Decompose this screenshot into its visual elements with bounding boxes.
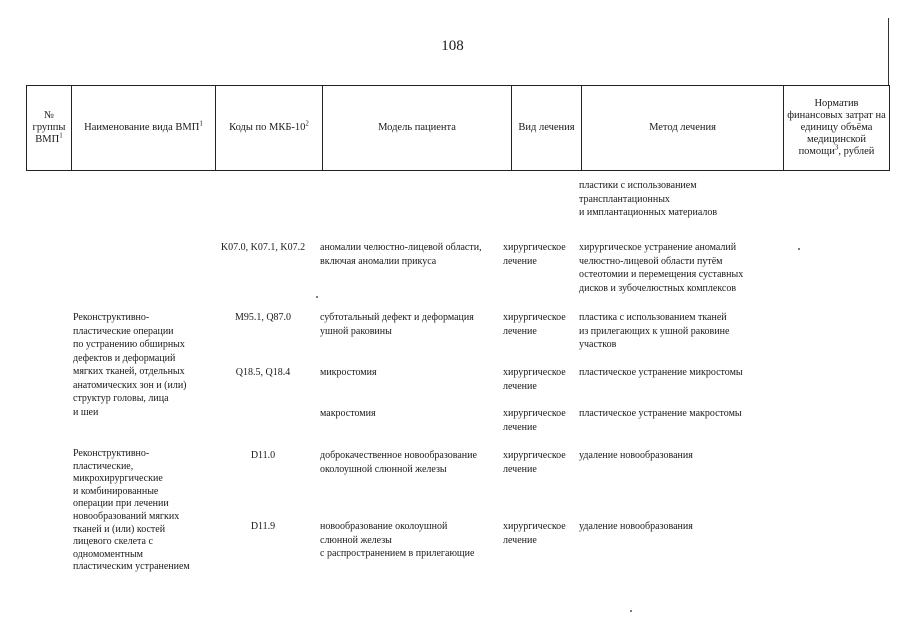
model-cell: аномалии челюстно-лицевой области, включая аномалии прикуса: [320, 242, 482, 267]
header-method: Метод лечения: [582, 86, 784, 171]
kind-cell: хирургическое лечение: [503, 367, 566, 392]
code-cell: D11.9: [250, 521, 276, 532]
code-cell: D11.0: [250, 450, 276, 461]
model-cell: новообразование околоушной слюнной железы с распространением в прилегающие: [320, 521, 475, 559]
model-cell: доброкачественное новообразование околоушной слюнной железы: [320, 450, 477, 475]
code-cell: Q18.5, Q18.4: [235, 367, 291, 378]
model-cell: субтотальный дефект и деформация ушной раковины: [320, 312, 474, 337]
table-header: [26, 85, 890, 171]
header-norm: Норматив финансовых затрат на единицу объёма медицинской помощи$^3$, рублей: [784, 86, 890, 171]
kind-cell: хирургическое лечение: [503, 312, 566, 337]
model-cell: макростомия: [320, 408, 376, 419]
kind-cell: хирургическое лечение: [503, 450, 566, 475]
kind-cell: хирургическое лечение: [503, 521, 566, 546]
method-cell: пластика с использованием тканей из прилегающих к ушной раковине участков: [579, 312, 730, 350]
header-kind: Вид лечения: [512, 86, 582, 171]
method-cell: хирургическое устранение аномалий челюстно-лицевой области путём остеотомии и перемещения суставных дисков и зубочелюстных комплексов: [579, 242, 744, 294]
header-model: Модель пациента: [323, 86, 512, 171]
method-cell: удаление новообразования: [579, 450, 693, 461]
name-cell: Реконструктивно- пластические, микрохирургические и комбинированные операции при лечении новообразований мягких тканей и (или) костей лицевого скелета с одномоментным пластическим устранением: [73, 448, 190, 573]
scan-speck: [630, 610, 632, 612]
kind-cell: хирургическое лечение: [503, 408, 566, 433]
code-cell: M95.1, Q87.0: [234, 312, 292, 323]
method-cell: удаление новообразования: [579, 521, 693, 532]
header-group-no: № группы ВМП$^1$: [27, 86, 72, 171]
model-cell: микростомия: [320, 367, 377, 378]
header-codes: Коды по МКБ-$10^2$: [216, 86, 323, 171]
method-cell: пластики с использованием трансплантационных и имплантационных материалов: [579, 180, 718, 218]
page-edge-rule: [888, 18, 889, 86]
page-number: 108: [441, 38, 464, 54]
header-name: Наименование вида ВМП$^1$: [72, 86, 216, 171]
kind-cell: хирургическое лечение: [503, 242, 566, 267]
scan-speck: [316, 296, 318, 298]
code-cell: K07.0, K07.1, K07.2: [220, 242, 306, 253]
header-row: [27, 86, 890, 171]
method-cell: пластическое устранение макростомы: [579, 408, 742, 419]
scan-speck: [798, 248, 800, 250]
name-cell: Реконструктивно- пластические операции по устранению обширных дефектов и деформаций мягких тканей, отдельных анатомических зон и (или) структур головы, лица и шеи: [73, 312, 187, 418]
method-cell: пластическое устранение микростомы: [579, 367, 743, 378]
